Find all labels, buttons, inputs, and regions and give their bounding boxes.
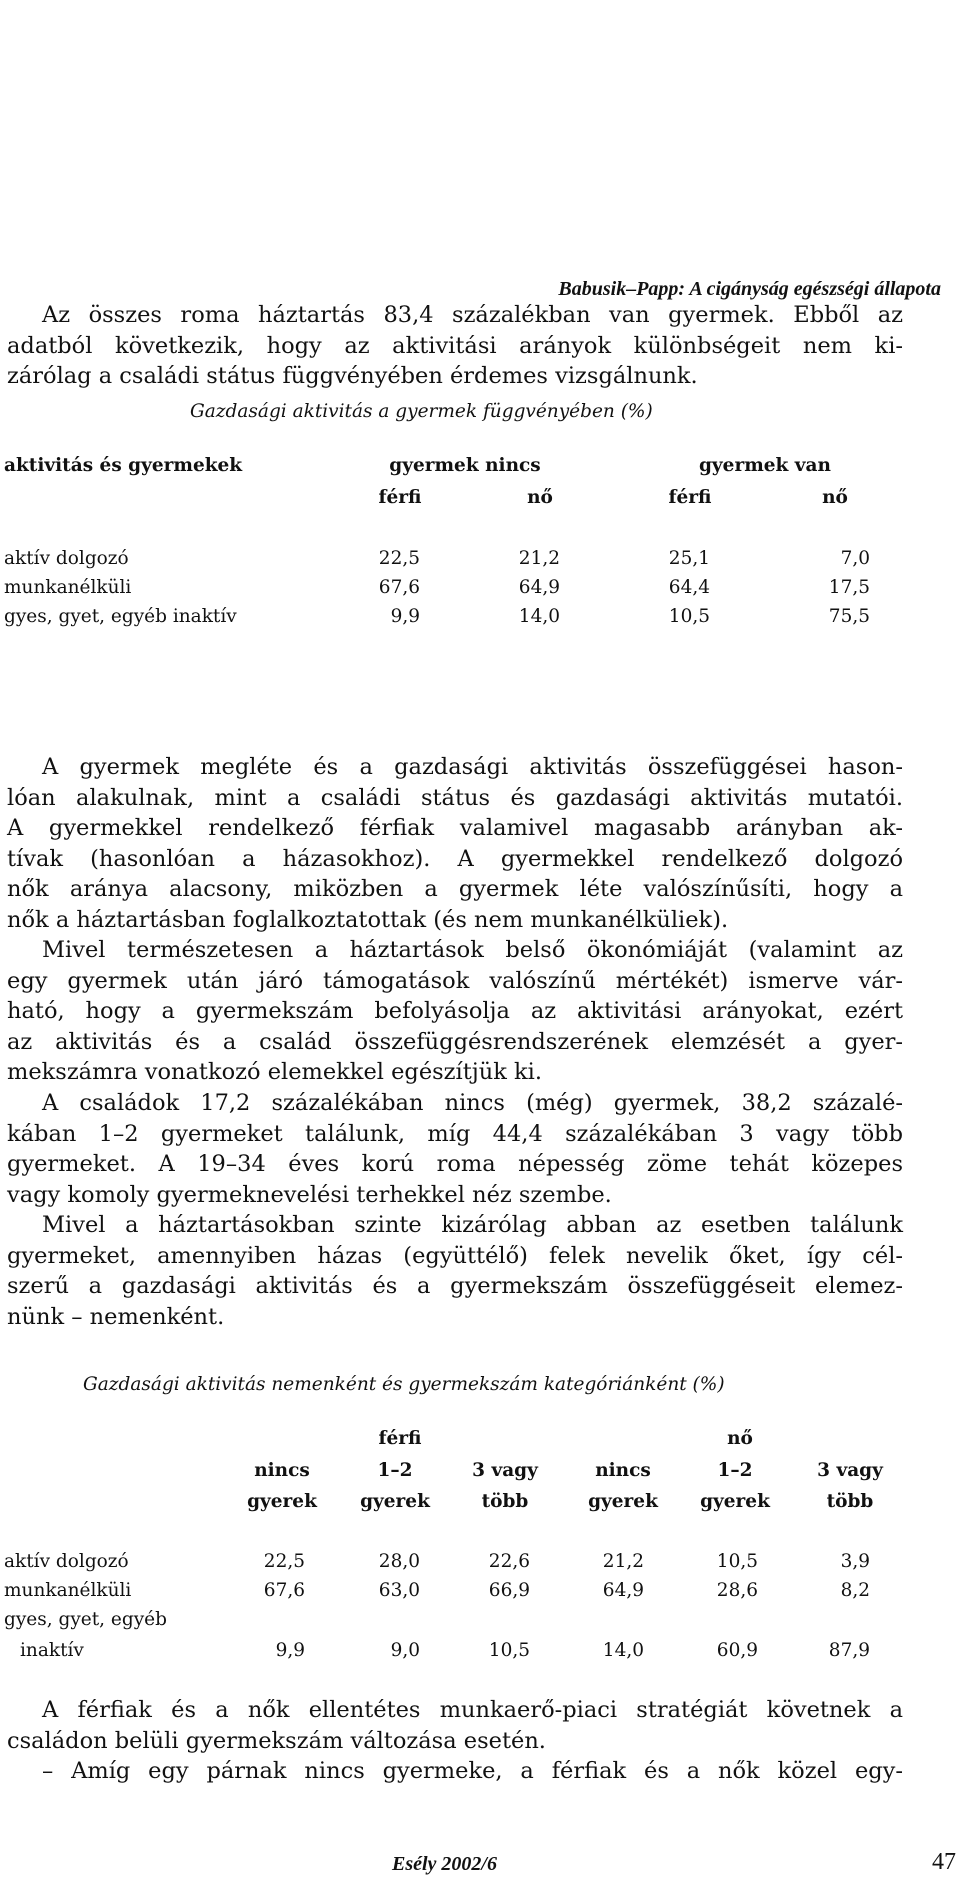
text-line: A gyermek megléte és a gazdasági aktivitás összefüggései hason- <box>42 754 903 780</box>
footer-journal: Esély 2002/6 <box>392 1853 497 1875</box>
running-head: Babusik–Papp: A cigányság egészségi állapota <box>558 278 941 300</box>
text-line: az aktivitás és a család összefüggésrendszerének elemzését a gyer- <box>7 1028 903 1055</box>
table-2-cell: 8,2 <box>840 1580 870 1601</box>
table-2-cell: 87,9 <box>828 1640 870 1661</box>
table-2-col-head: gyerek <box>700 1491 770 1512</box>
text-line: lóan alakulnak, mint a családi státus és gazdasági aktivitás mutatói. <box>7 784 903 811</box>
table-2-cell: 60,9 <box>716 1640 758 1661</box>
table-1-group-has-child: gyermek van <box>699 455 831 476</box>
table-2-row-label: inaktív <box>20 1640 84 1661</box>
table-1-sub-male: férfi <box>378 487 422 508</box>
text-line: nők a háztartásban foglalkoztatottak (és nem munkanélküliek). <box>7 906 729 933</box>
table-1-row-label: munkanélküli <box>4 577 132 598</box>
text-line: vagy komoly gyermeknevelési terhekkel néz szembe. <box>7 1181 612 1208</box>
table-2-col-head: gyerek <box>360 1491 430 1512</box>
table-2-cell: 28,0 <box>378 1551 420 1572</box>
table-2-col-head: 3 vagy <box>817 1460 883 1481</box>
text-line: zárólag a családi státus függvényében érdemes vizsgálnunk. <box>7 363 698 389</box>
table-2-cell: 10,5 <box>488 1640 530 1661</box>
table-2-col-head: nincs <box>595 1460 651 1481</box>
table-2-row-label: munkanélküli <box>4 1580 132 1601</box>
table-2-cell: 64,9 <box>602 1580 644 1601</box>
table-1-cell: 10,5 <box>668 606 710 627</box>
text-line: A gyermekkel rendelkező férfiak valamivel magasabb arányban ak- <box>7 815 903 841</box>
table-1-cell: 9,9 <box>390 606 420 627</box>
table-2-row-label: aktív dolgozó <box>4 1551 129 1572</box>
text-line: nünk – nemenként. <box>7 1303 225 1330</box>
table-2-cell: 21,2 <box>602 1551 644 1572</box>
text-line: A férfiak és a nők ellentétes munkaerő-piaci stratégiát követnek a <box>42 1697 903 1723</box>
table-2-group-female: nő <box>727 1428 753 1449</box>
table-1-sub-female: nő <box>527 487 553 508</box>
table-1-sub-female: nő <box>822 487 848 508</box>
table-2-col-head: 3 vagy <box>472 1460 538 1481</box>
paragraph-3 <box>7 935 903 1088</box>
table-1-cell: 25,1 <box>668 548 710 569</box>
table-2-cell: 14,0 <box>602 1640 644 1661</box>
table-2-cell: 9,0 <box>390 1640 420 1661</box>
table-1-cell: 64,9 <box>518 577 560 598</box>
paragraph-5 <box>7 1210 903 1332</box>
table-1-cell: 75,5 <box>828 606 870 627</box>
text-line: ható, hogy a gyermekszám befolyásolja az aktivitási arányokat, ezért <box>7 998 903 1024</box>
table-2-cell: 63,0 <box>378 1580 420 1601</box>
table-1-header-label: aktivitás és gyermekek <box>4 455 243 476</box>
table-2-cell: 10,5 <box>716 1551 758 1572</box>
table-2-col-head: gyerek <box>588 1491 658 1512</box>
table-1-group-no-child: gyermek nincs <box>389 455 541 476</box>
table-2-group-male: férfi <box>378 1428 422 1449</box>
table-2-cell: 66,9 <box>488 1580 530 1601</box>
table-2-col-head: 1–2 <box>377 1460 413 1481</box>
paragraph-4 <box>7 1088 903 1210</box>
text-line: kában 1–2 gyermeket találunk, míg 44,4 százalékában 3 vagy több <box>7 1120 903 1147</box>
table-2-col-head: több <box>826 1491 874 1512</box>
table-1-cell: 17,5 <box>828 577 870 598</box>
paragraph-6 <box>7 1695 903 1756</box>
table-2-cell: 22,5 <box>263 1551 305 1572</box>
table-1-cell: 14,0 <box>518 606 560 627</box>
text-line: adatból következik, hogy az aktivitási arányok különbségeit nem ki- <box>7 332 903 359</box>
table-2-col-head: 1–2 <box>717 1460 753 1481</box>
text-line: Az összes roma háztartás 83,4 százalékban van gyermek. Ebből az <box>42 302 903 328</box>
page-number: 47 <box>932 1849 956 1875</box>
text-line: szerű a gazdasági aktivitás és a gyermekszám összefüggéseit elemez- <box>7 1273 903 1299</box>
table-1-cell: 21,2 <box>518 548 560 569</box>
table-2-cell: 28,6 <box>716 1580 758 1601</box>
text-line: családon belüli gyermekszám változása esetén. <box>7 1727 546 1754</box>
table-2-cell: 67,6 <box>263 1580 305 1601</box>
paragraph-intro <box>7 300 903 392</box>
text-line: gyermeket, amennyiben házas (együttélő) felek nevelik őket, így cél- <box>7 1242 903 1269</box>
text-line: Mivel természetesen a háztartások belső ökonómiáját (valamint az <box>42 937 903 963</box>
table-2-caption: Gazdasági aktivitás nemenként és gyermekszám kategóriánként (%) <box>83 1374 725 1395</box>
table-2-cell: 22,6 <box>488 1551 530 1572</box>
text-line: gyermeket. A 19–34 éves korú roma népesség zöme tehát közepes <box>7 1151 903 1177</box>
table-1-sub-male: férfi <box>668 487 712 508</box>
text-line: – Amíg egy párnak nincs gyermeke, a férfiak és a nők közel egy- <box>42 1758 903 1784</box>
text-line: tívak (hasonlóan a házasokhoz). A gyermekkel rendelkező dolgozó <box>7 845 903 872</box>
text-line: nők aránya alacsony, miközben a gyermek léte valószínűsíti, hogy a <box>7 876 903 902</box>
text-line: A családok 17,2 százalékában nincs (még) gyermek, 38,2 százalé- <box>42 1090 903 1116</box>
table-2-row-label: gyes, gyet, egyéb <box>4 1609 167 1630</box>
paragraph-2 <box>7 752 903 935</box>
table-1-caption: Gazdasági aktivitás a gyermek függvényében (%) <box>190 401 653 422</box>
text-line: mekszámra vonatkozó elemekkel egészítjük ki. <box>7 1059 543 1085</box>
table-2-col-head: több <box>481 1491 529 1512</box>
table-2-col-head: gyerek <box>247 1491 317 1512</box>
text-line: egy gyermek után járó támogatások valószínű mértékét) ismerve vár- <box>7 967 903 994</box>
table-1-cell: 67,6 <box>378 577 420 598</box>
table-1-cell: 64,4 <box>668 577 710 598</box>
table-1-row-label: aktív dolgozó <box>4 548 129 569</box>
table-2-col-head: nincs <box>254 1460 310 1481</box>
table-1-row-label: gyes, gyet, egyéb inaktív <box>4 606 237 627</box>
table-1-cell: 22,5 <box>378 548 420 569</box>
table-2-cell: 3,9 <box>840 1551 870 1572</box>
text-line: Mivel a háztartásokban szinte kizárólag abban az esetben találunk <box>42 1212 903 1238</box>
paragraph-7 <box>7 1756 903 1787</box>
table-2-cell: 9,9 <box>275 1640 305 1661</box>
table-1-cell: 7,0 <box>840 548 870 569</box>
